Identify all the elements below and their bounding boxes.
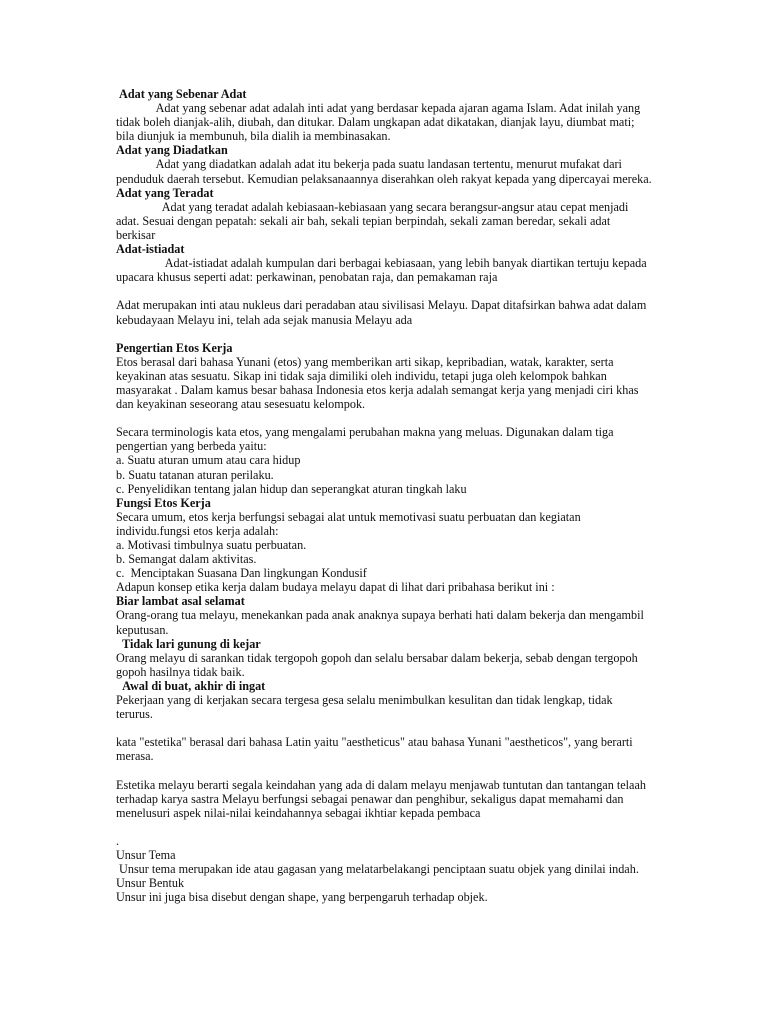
paragraph: Adat merupakan inti atau nukleus dari peradaban atau sivilisasi Melayu. Dapat ditafsirkan bahwa adat dalam kebudayaan Melayu ini, telah ada sejak manusia Melayu ada <box>116 298 650 327</box>
section-heading: Adat yang Sebenar Adat <box>116 87 247 101</box>
paragraph: Unsur Bentuk <box>116 876 185 891</box>
paragraph: Adat yang diadatkan adalah adat itu bekerja pada suatu landasan tertentu, menurut mufakat dari penduduk daerah tersebut. Kemudian pelaksanaannya diserahkan oleh rakyat kepada yang dipercayai mereka. <box>116 157 652 186</box>
section-heading: Biar lambat asal selamat <box>116 594 245 609</box>
paragraph-spacer <box>116 820 652 834</box>
paragraph: Orang melayu di sarankan tidak tergopoh gopoh dan selalu bersabar dalam bekerja, sebab dengan tergopoh gopoh hasilnya tidak baik. <box>116 650 641 679</box>
section-heading: Pengertian Etos Kerja <box>116 340 233 355</box>
document-body <box>116 87 652 904</box>
paragraph: c. Menciptakan Suasana Dan lingkungan Kondusif <box>116 566 367 581</box>
paragraph-spacer <box>116 411 652 425</box>
paragraph: Secara terminologis kata etos, yang mengalami perubahan makna yang meluas. Digunakan dalam tiga pengertian yang berbeda yaitu: <box>116 425 617 454</box>
paragraph-spacer <box>116 764 652 778</box>
paragraph-spacer <box>116 284 652 298</box>
section-heading: Adat yang Teradat <box>116 185 214 200</box>
paragraph: Orang-orang tua melayu, menekankan pada anak anaknya supaya berhati hati dalam bekerja dan mengambil keputusan. <box>116 608 647 637</box>
paragraph: Secara umum, etos kerja berfungsi sebagai alat untuk memotivasi suatu perbuatan dan kegiatan individu.fungsi etos kerja adalah: <box>116 509 584 538</box>
section-heading: Fungsi Etos Kerja <box>116 495 211 510</box>
paragraph: kata "estetika" berasal dari bahasa Latin yaitu "aestheticus" atau bahasa Yunani "aestheticos", yang berarti merasa. <box>116 735 636 764</box>
paragraph: Adat yang sebenar adat adalah inti adat yang berdasar kepada ajaran agama Islam. Adat inilah yang tidak boleh dianjak-alih, diubah, dan ditukar. Dalam ungkapan adat dikatakan, dianjak layu, diumbat mati; bila diunjuk ia membunuh, bila dialih ia membinasakan. <box>116 101 644 144</box>
section-heading: Tidak lari gunung di kejar <box>116 636 261 651</box>
paragraph: Unsur ini juga bisa disebut dengan shape, yang berpengaruh terhadap objek. <box>116 890 488 905</box>
paragraph: Pekerjaan yang di kerjakan secara tergesa gesa selalu menimbulkan kesulitan dan tidak lengkap, tidak terurus. <box>116 693 616 722</box>
paragraph: a. Motivasi timbulnya suatu perbuatan. <box>116 538 307 552</box>
section-heading: Adat-istiadat <box>116 242 185 257</box>
paragraph: Estetika melayu berarti segala keindahan yang ada di dalam melayu menjawab tuntutan dan tantangan telaah terhadap karya sastra Melayu berfungsi sebagai penawar dan penghibur, sekaligus dapat memahami dan menelusuri aspek nilai-nilai keindahannya sebagai ikhtiar kepada pembaca <box>116 777 649 820</box>
paragraph: a. Suatu aturan umum atau cara hidup <box>116 453 301 468</box>
paragraph: Unsur Tema <box>116 848 176 863</box>
paragraph: b. Suatu tatanan aturan perilaku. <box>116 467 274 482</box>
section-heading: Adat yang Diadatkan <box>116 143 228 158</box>
paragraph: b. Semangat dalam aktivitas. <box>116 552 257 567</box>
paragraph: Adat-istiadat adalah kumpulan dari berbagai kebiasaan, yang lebih banyak diartikan tertuju kepada upacara khusus seperti adat: perkawinan, penobatan raja, dan pemakaman raja <box>116 256 650 285</box>
paragraph: Etos berasal dari bahasa Yunani (etos) yang memberikan arti sikap, kepribadian, watak, karakter, serta keyakinan atas sesuatu. Sikap ini tidak saja dimiliki oleh individu, tetapi juga oleh kelompok bahkan masyarakat . Dalam kamus besar bahasa Indonesia etos kerja adalah semangat kerja yang menjadi ciri khas dan keyakinan seseorang atau sesesuatu kelompok. <box>116 354 642 412</box>
paragraph: Unsur tema merupakan ide atau gagasan yang melatarbelakangi penciptaan suatu objek yang dinilai indah. <box>116 862 639 877</box>
paragraph: c. Penyelidikan tentang jalan hidup dan seperangkat aturan tingkah laku <box>116 481 467 496</box>
paragraph: . <box>116 833 120 848</box>
paragraph-spacer <box>116 721 652 735</box>
paragraph: Adapun konsep etika kerja dalam budaya melayu dapat di lihat dari pribahasa berikut ini : <box>116 580 555 595</box>
section-heading: Awal di buat, akhir di ingat <box>116 678 266 693</box>
paragraph-spacer <box>116 327 652 341</box>
paragraph: Adat yang teradat adalah kebiasaan-kebiasaan yang secara berangsur-angsur atau cepat menjadi adat. Sesuai dengan pepatah: sekali air bah, sekali tepian berpindah, sekali zaman beredar, sekali adat berkisar <box>116 199 632 242</box>
